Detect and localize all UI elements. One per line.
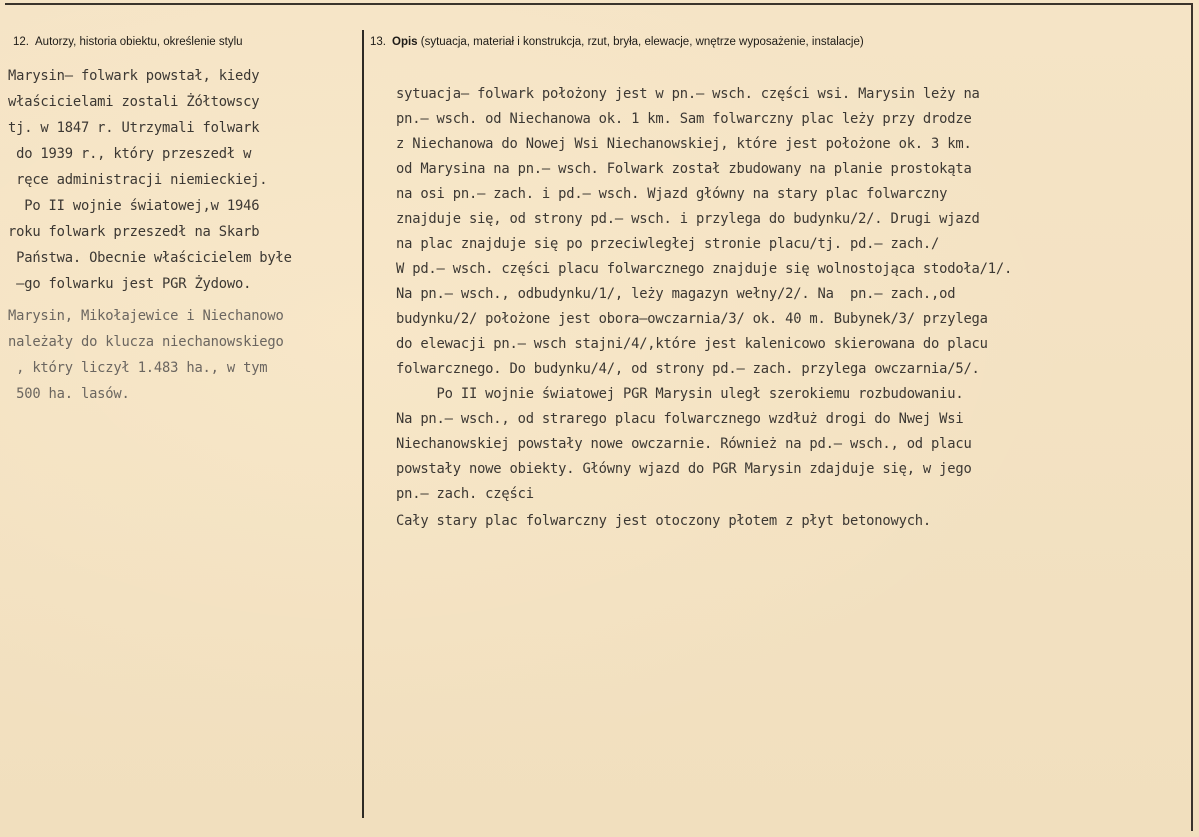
section-12-header	[13, 36, 243, 48]
section-13-header	[370, 36, 864, 48]
description-line: na plac znajduje się po przeciwległej stronie placu/tj. pd.– zach./	[396, 236, 940, 252]
history-line: roku folwark przeszedł na Skarb	[8, 224, 260, 240]
history-line: właścicielami zostali Żółtowscy	[8, 94, 260, 110]
section-13-title: Opis	[392, 36, 418, 48]
history-line: Po II wojnie światowej,w 1946	[8, 198, 260, 214]
description-line: znajduje się, od strony pd.– wsch. i przylega do budynku/2/. Drugi wjazd	[396, 211, 980, 227]
description-line: powstały nowe obiekty. Główny wjazd do PGR Marysin zdajduje się, w jego	[396, 461, 972, 477]
description-line: W pd.– wsch. części placu folwarcznego znajduje się wolnostojąca stodoła/1/.	[396, 261, 1013, 277]
history-line: tj. w 1847 r. Utrzymali folwark	[8, 120, 260, 136]
description-line: pn.– zach. części	[396, 486, 534, 502]
description-line: z Niechanowa do Nowej Wsi Niechanowskiej, które jest położone ok. 3 km.	[396, 136, 972, 152]
history-line: ręce administracji niemieckiej.	[8, 172, 268, 188]
description-line: do elewacji pn.– wsch stajni/4/,które jest kalenicowo skierowana do placu	[396, 336, 988, 352]
description-line: Po II wojnie światowej PGR Marysin uległ szerokiemu rozbudowaniu.	[396, 386, 964, 402]
description-line: Na pn.– wsch., od strarego placu folwarcznego wzdłuż drogi do Nwej Wsi	[396, 411, 964, 427]
description-line: Cały stary plac folwarczny jest otoczony płotem z płyt betonowych.	[396, 513, 932, 529]
section-12-title: Autorzy, historia obiektu, określenie stylu	[35, 36, 243, 48]
description-line: folwarcznego. Do budynku/4/, od strony pd.– zach. przylega owczarnia/5/.	[396, 361, 980, 377]
section-13-subtitle: (sytuacja, materiał i konstrukcja, rzut, bryła, elewacje, wnętrze wyposażenie, instalacje)	[420, 36, 864, 48]
section-12-number: 12.	[13, 36, 29, 48]
description-line: budynku/2/ położone jest obora–owczarnia/3/ ok. 40 m. Bubynek/3/ przylega	[396, 311, 988, 327]
description-line: pn.– wsch. od Niechanowa ok. 1 km. Sam folwarczny plac leży przy drodze	[396, 111, 972, 127]
history-line: Państwa. Obecnie właścicielem byłe	[8, 250, 292, 266]
description-line: Na pn.– wsch., odbudynku/1/, leży magazyn wełny/2/. Na pn.– zach.,od	[396, 286, 956, 302]
description-line: od Marysina na pn.– wsch. Folwark został zbudowany na planie prostokąta	[396, 161, 972, 177]
description-line: Niechanowskiej powstały nowe owczarnie. Również na pd.– wsch., od placu	[396, 436, 972, 452]
estate-line: 500 ha. lasów.	[8, 386, 130, 402]
estate-line: Marysin, Mikołajewice i Niechanowo	[8, 308, 284, 324]
estate-line: , który liczył 1.483 ha., w tym	[8, 360, 268, 376]
history-line: do 1939 r., który przeszedł w	[8, 146, 252, 162]
history-line: Marysin– folwark powstał, kiedy	[8, 68, 260, 84]
section-13-number: 13.	[370, 36, 386, 48]
column-divider	[362, 30, 364, 818]
description-line: sytuacja– folwark położony jest w pn.– wsch. części wsi. Marysin leży na	[396, 86, 980, 102]
history-line: –go folwarku jest PGR Żydowo.	[8, 276, 252, 292]
description-line: na osi pn.– zach. i pd.– wsch. Wjazd główny na stary plac folwarczny	[396, 186, 948, 202]
estate-line: należały do klucza niechanowskiego	[8, 334, 284, 350]
